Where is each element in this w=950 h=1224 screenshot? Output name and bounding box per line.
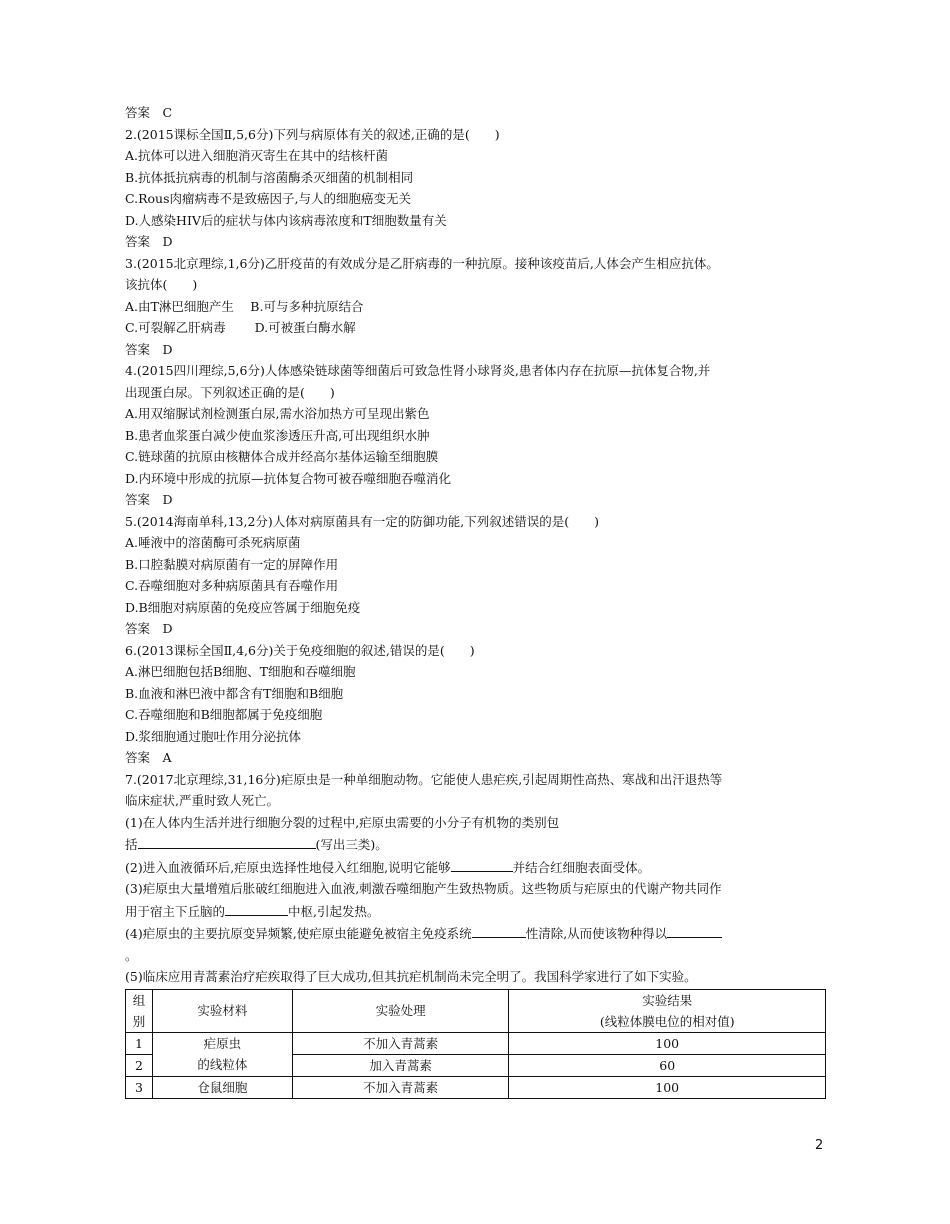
q3-answer: 答案 D [125, 341, 173, 357]
cell-result: 100 [509, 1076, 826, 1098]
cell-treatment: 不加入青蒿素 [292, 1032, 509, 1054]
answer-blank[interactable] [138, 833, 316, 849]
q5-option-c: C.吞噬细胞对多种病原菌具有吞噬作用 [125, 578, 339, 593]
cell-group: 3 [126, 1076, 153, 1098]
q7-part3-prefix: 用于宿主下丘脑的 [125, 903, 226, 919]
q5-option-b: B.口腔黏膜对病原菌有一定的屏障作用 [125, 556, 339, 572]
q3-options-row2: C.可裂解乙肝病毒 D.可被蛋白酶水解 [125, 320, 356, 335]
cell-group: 2 [126, 1054, 153, 1076]
answer-blank[interactable] [451, 856, 513, 872]
q7-part1-line2 [125, 833, 825, 856]
q7-part4-line1 [125, 922, 825, 945]
q7-part5: (5)临床应用青蒿素治疗疟疾取得了巨大成功,但其抗疟机制尚未完全明了。我国科学家进行了如下实验。 [125, 969, 697, 984]
q7-part1-suffix: (写出三类)。 [315, 837, 388, 852]
header-group: 组 别 [126, 989, 153, 1032]
q4-option-a: A.用双缩脲试剂检测蛋白尿,需水浴加热方可呈现出紫色 [125, 406, 430, 421]
q7-stem-line1: 7.(2017北京理综,31,16分)疟原虫是一种单细胞动物。它能使人患疟疾,引起周期性高热、寒战和出汗退热等 [125, 771, 723, 787]
q7-part3-line1: (3)疟原虫大量增殖后胀破红细胞进入血液,刺激吞噬细胞产生致热物质。这些物质与疟原虫的代谢产物共同作 [125, 881, 722, 896]
q5-option-d: D.B细胞对病原菌的免疫应答属于细胞免疫 [125, 599, 361, 615]
q2-stem: 2.(2015课标全国Ⅱ,5,6分)下列与病原体有关的叙述,正确的是( ) [125, 126, 500, 142]
cell-group: 1 [126, 1032, 153, 1054]
q7-part4-middle: 性清除,从而使该物种得以 [525, 926, 668, 941]
q5-option-a: A.唾液中的溶菌酶可杀死病原菌 [125, 535, 301, 550]
q7-part3-suffix: 中枢,引起发热。 [288, 903, 380, 919]
q5-stem: 5.(2014海南单科,13,2分)人体对病原菌具有一定的防御功能,下列叙述错误的是( ) [125, 513, 600, 529]
q7-part1-prefix: 括 [125, 837, 138, 852]
q4-option-c: C.链球菌的抗原由核糖体合成并经高尔基体运输至细胞膜 [125, 449, 439, 464]
q4-option-d: D.内环境中形成的抗原—抗体复合物可被吞噬细胞吞噬消化 [125, 470, 452, 486]
q7-stem-line2: 临床症状,严重时致人死亡。 [125, 793, 279, 808]
q1-answer: 答案 C [125, 105, 173, 120]
q6-stem: 6.(2013课标全国Ⅱ,4,6分)关于免疫细胞的叙述,错误的是( ) [125, 642, 475, 658]
document-body [125, 102, 825, 1099]
q7-part2 [125, 856, 825, 879]
q7-part2-prefix: (2)进入血液循环后,疟原虫选择性地侵入红细胞,说明它能够 [125, 859, 451, 875]
q2-option-b: B.抗体抵抗病毒的机制与溶菌酶杀灭细菌的机制相同 [125, 169, 414, 185]
answer-blank[interactable] [225, 900, 288, 916]
q3-stem-line1: 3.(2015北京理综,1,6分)乙肝疫苗的有效成分是乙肝病毒的一种抗原。接种该疫苗后,人体会产生相应抗体。 [125, 255, 719, 271]
cell-treatment: 加入青蒿素 [292, 1054, 509, 1076]
q6-answer: 答案 A [125, 750, 172, 765]
q4-stem-line1: 4.(2015四川理综,5,6分)人体感染链球菌等细菌后可致急性肾小球肾炎,患者体内存在抗原—抗体复合物,并 [125, 363, 711, 378]
q5-answer: 答案 D [125, 621, 173, 636]
q6-option-b: B.血液和淋巴液中都含有T细胞和B细胞 [125, 685, 344, 701]
q7-part4-prefix: (4)疟原虫的主要抗原变异频繁,使疟原虫能避免被宿主免疫系统 [125, 926, 472, 941]
q4-option-b: B.患者血浆蛋白减少使血浆渗透压升高,可出现组织水肿 [125, 427, 430, 443]
table-header-row [126, 989, 826, 1032]
q2-option-c: C.Rous肉瘤病毒不是致癌因子,与人的细胞癌变无关 [125, 191, 411, 206]
q4-stem-line2: 出现蛋白尿。下列叙述正确的是( ) [125, 384, 335, 400]
page-number: 2 [815, 1138, 824, 1153]
q3-options-row1: A.由T淋巴细胞产生 B.可与多种抗原结合 [125, 298, 364, 314]
header-treatment: 实验处理 [292, 989, 509, 1032]
q2-option-a: A.抗体可以进入细胞消灭寄生在其中的结核杆菌 [125, 148, 389, 163]
answer-blank[interactable] [667, 922, 722, 938]
q3-stem-line2: 该抗体( ) [125, 277, 198, 292]
cell-result: 100 [509, 1032, 826, 1054]
q4-answer: 答案 D [125, 492, 173, 507]
cell-material: 仓鼠细胞 [152, 1076, 292, 1098]
answer-blank[interactable] [472, 922, 526, 938]
q7-part2-suffix: 并结合红细胞表面受体。 [512, 859, 651, 875]
q7-part3-line2 [125, 900, 825, 923]
table-row [126, 1076, 826, 1098]
q6-option-c: C.吞噬细胞和B细胞都属于免疫细胞 [125, 707, 323, 722]
header-result: 实验结果 (线粒体膜电位的相对值) [509, 989, 826, 1032]
experiment-table [125, 989, 826, 1099]
table-row [126, 1032, 826, 1054]
q7-part1-line1: (1)在人体内生活并进行细胞分裂的过程中,疟原虫需要的小分子有机物的类别包 [125, 814, 560, 830]
q6-option-d: D.浆细胞通过胞吐作用分泌抗体 [125, 728, 302, 744]
cell-treatment: 不加入青蒿素 [292, 1076, 509, 1098]
q6-option-a: A.淋巴细胞包括B细胞、T细胞和吞噬细胞 [125, 664, 356, 679]
q2-answer: 答案 D [125, 234, 173, 249]
header-material: 实验材料 [152, 989, 292, 1032]
cell-material: 疟原虫 的线粒体 [152, 1032, 292, 1076]
q7-part4-line2: 。 [125, 947, 138, 963]
q2-option-d: D.人感染HIV后的症状与体内该病毒浓度和T细胞数量有关 [125, 212, 447, 228]
cell-result: 60 [509, 1054, 826, 1076]
